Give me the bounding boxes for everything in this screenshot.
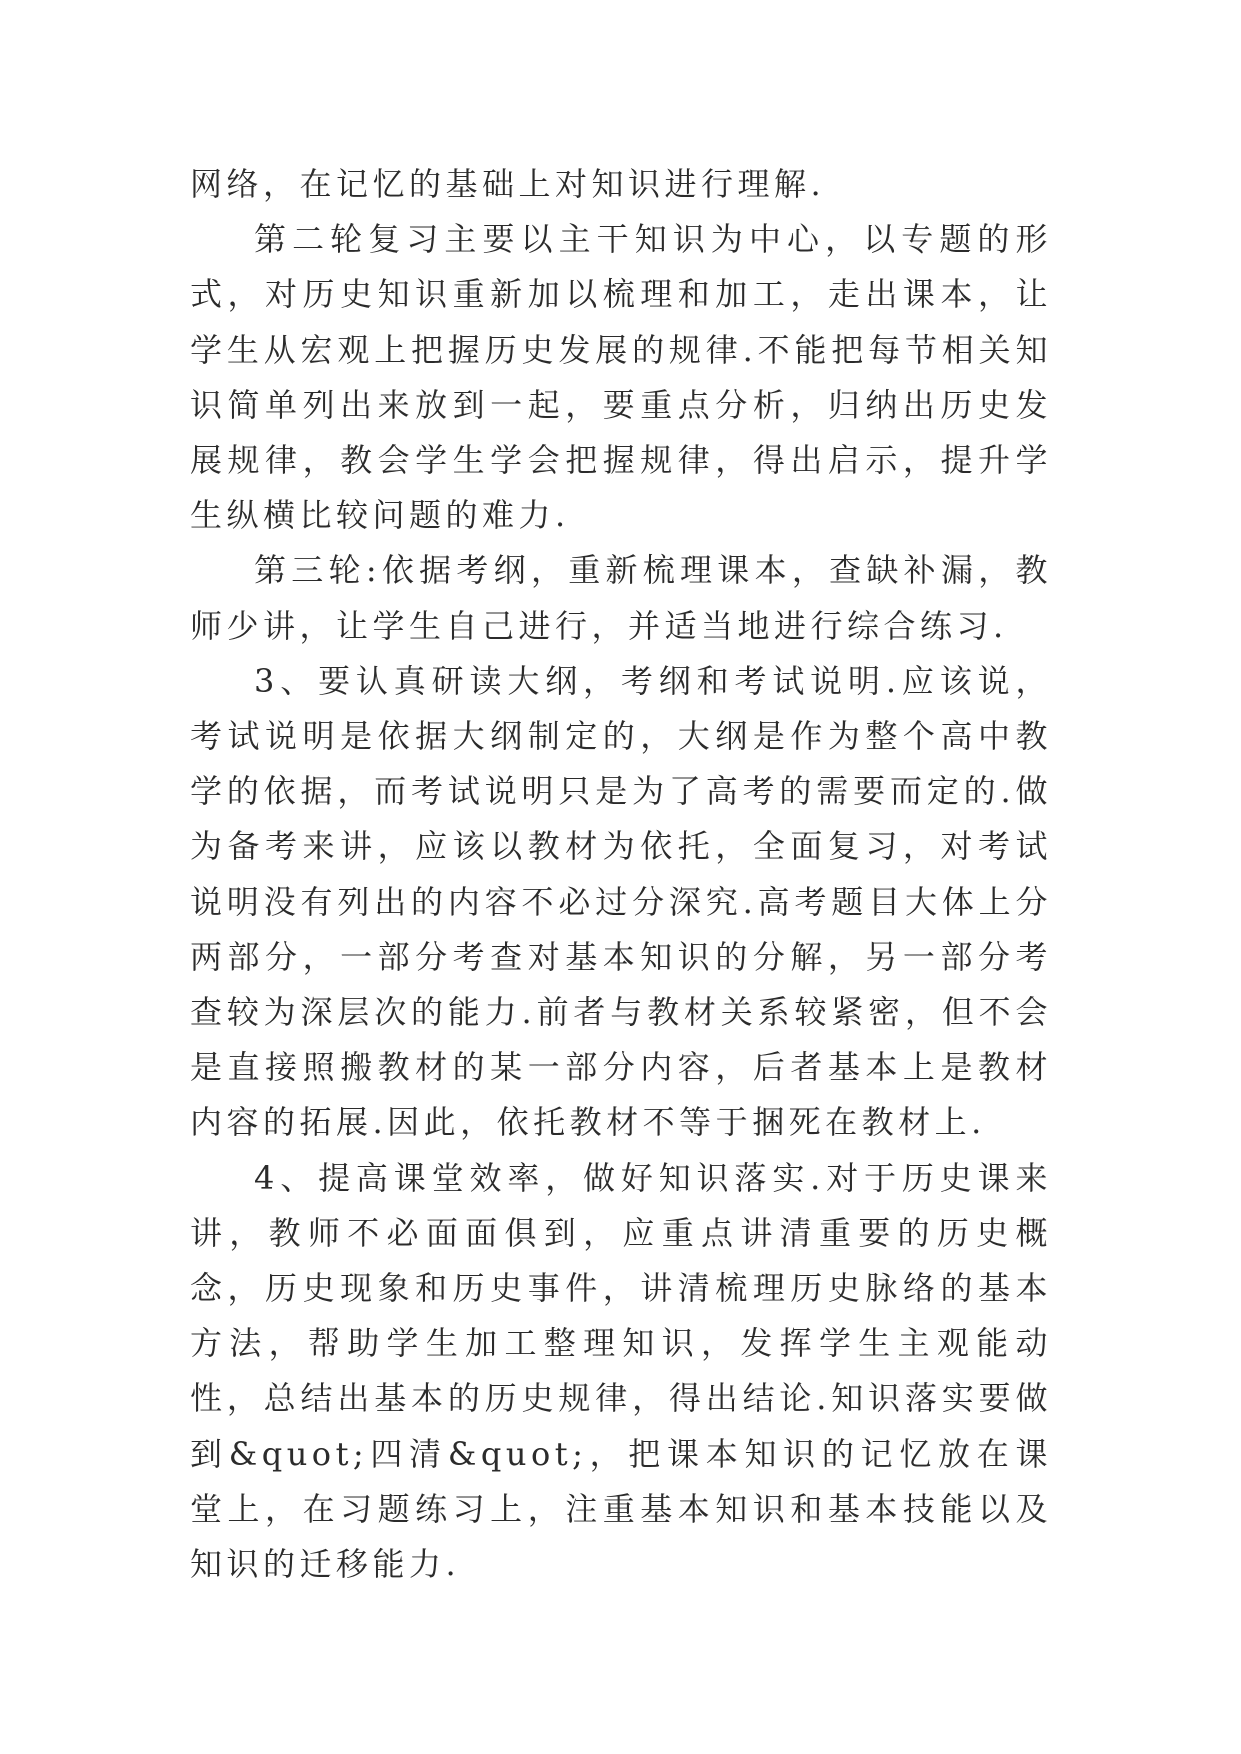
paragraph-1: 网络，在记忆的基础上对知识进行理解. — [190, 165, 826, 203]
paragraph-3: 第三轮:依据考纲，重新梳理课本，查缺补漏，教师少讲，让学生自己进行，并适当地进行综合练习. — [190, 551, 1052, 645]
paragraph-4: 3、要认真研读大纲，考纲和考试说明.应该说，考试说明是依据大纲制定的，大纲是作为整个高中教学的依据，而考试说明只是为了高考的需要而定的.做为备考来讲，应该以教材为依托，全面复习，对考试说明没有列出的内容不必过分深究.高考题目大体上分两部分，一部分考查对基本知识的分解，另一部分考查较为深层次的能力.前者与教材关系较紧密，但不会是直接照搬教材的某一部分内容，后者基本上是教材内容的拓展.因此，依托教材不等于捆死在教材上. — [190, 661, 1052, 1142]
paragraph-5: 4、提高课堂效率，做好知识落实.对于历史课来讲，教师不必面面俱到，应重点讲清重要的历史概念，历史现象和历史事件，讲清梳理历史脉络的基本方法，帮助学生加工整理知识，发挥学生主观能动性，总结出基本的历史规律，得出结论.知识落实要做到&quot;四清&quot;，把课本知识的记忆放在课堂上，在习题练习上，注重基本知识和基本技能以及知识的迁移能力. — [190, 1158, 1052, 1584]
document-body — [190, 157, 1052, 1592]
paragraph-2: 第二轮复习主要以主干知识为中心，以专题的形式，对历史知识重新加以梳理和加工，走出课本，让学生从宏观上把握历史发展的规律.不能把每节相关知识简单列出来放到一起，要重点分析，归纳出历史发展规律，教会学生学会把握规律，得出启示，提升学生纵横比较问题的难力. — [190, 220, 1052, 535]
